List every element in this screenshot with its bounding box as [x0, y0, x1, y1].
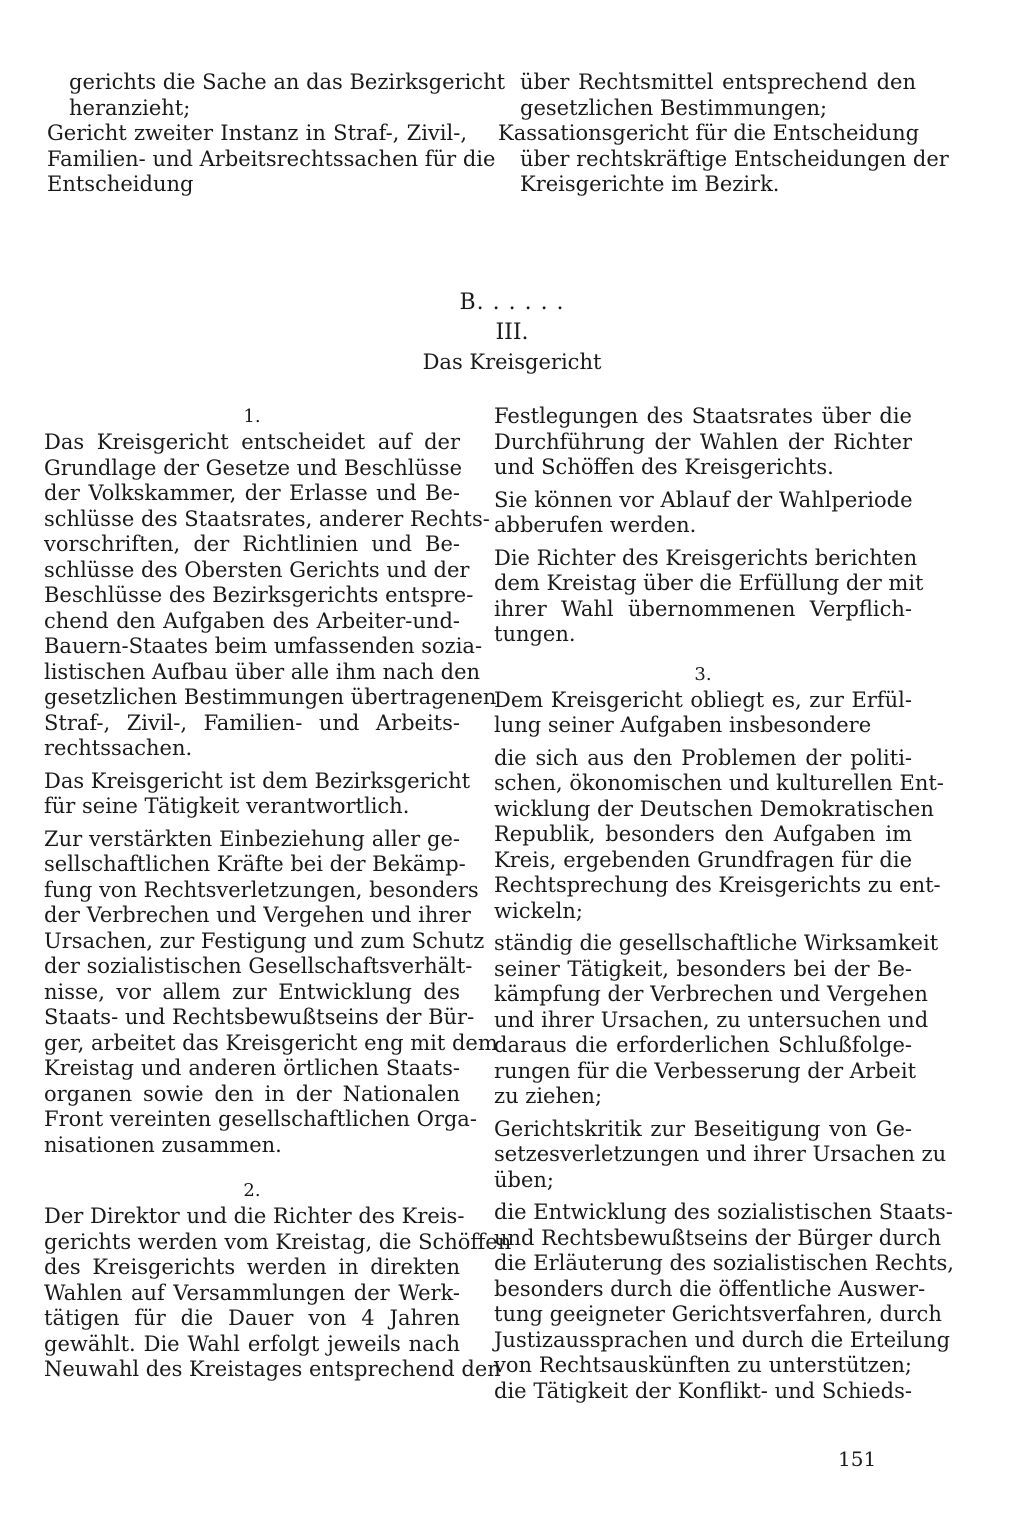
paragraph: [494, 1200, 954, 1404]
text-line: Grundlage der Gesetze und Beschlüsse: [44, 455, 463, 480]
text-line: Wahlen auf Versammlungen der Werk-: [44, 1280, 460, 1305]
text-line: nisse, vor allem zur Entwicklung des: [44, 979, 460, 1004]
text-line: Entscheidung: [47, 172, 194, 196]
text-line: gerichts werden vom Kreistag, die Schöffen: [44, 1229, 512, 1254]
top-right-column: [498, 70, 949, 198]
text-line: der Volkskammer, der Erlasse und Be-: [44, 481, 460, 505]
text-line: heranzieht;: [69, 95, 191, 120]
left-column: [44, 402, 512, 1383]
text-line: und ihrer Ursachen, zu untersuchen und: [494, 1007, 929, 1032]
text-line: Bauern-Staates beim umfassenden sozia-: [44, 634, 483, 658]
text-line: die Entwicklung des sozialistischen Staats-: [494, 1200, 953, 1224]
section-heading: III.: [495, 320, 529, 345]
paragraph: [44, 1204, 512, 1383]
text-line: gerichts die Sache an das Bezirksgericht: [69, 70, 506, 94]
text-line: Die Richter des Kreisgerichts berichten: [494, 545, 918, 570]
text-line: schlüsse des Staatsrates, anderer Rechts-: [44, 506, 490, 531]
text-line: lung seiner Aufgaben insbesondere: [494, 713, 872, 737]
text-line: Durchführung der Wahlen der Richter: [494, 429, 912, 454]
paragraph: [44, 826, 498, 1159]
page-number: 151: [838, 1447, 877, 1471]
text-line: tung geeigneter Gerichtsverfahren, durch: [494, 1302, 942, 1326]
text-line: Staats- und Rechtsbewußtseins der Bür-: [44, 1005, 475, 1029]
text-line: Familien- und Arbeitsrechtssachen für die: [47, 146, 496, 171]
text-line: wickeln;: [494, 898, 583, 923]
text-line: tätigen für die Dauer von 4 Jahren: [44, 1306, 460, 1330]
text-line: Kreisgerichte im Bezirk.: [520, 172, 780, 196]
text-line: Neuwahl des Kreistages entsprechend den: [44, 1357, 501, 1381]
text-line: tungen.: [494, 622, 576, 646]
paragraph: [494, 688, 912, 739]
text-line: von Rechtsauskünften zu unterstützen;: [494, 1353, 912, 1377]
paragraph: [494, 545, 924, 648]
paragraph: [44, 768, 471, 820]
text-line: listischen Aufbau über alle ihm nach den: [44, 659, 481, 684]
text-line: die Erläuterung des sozialistischen Rechts,: [494, 1251, 954, 1275]
top-left-column: [47, 70, 506, 198]
text-line: besonders durch die öffentliche Auswer-: [494, 1276, 926, 1301]
text-line: vorschriften, der Richtlinien und Be-: [44, 532, 460, 556]
text-line: Festlegungen des Staatsrates über die: [494, 404, 912, 428]
paragraph: [494, 931, 939, 1110]
text-line: der sozialistischen Gesellschaftsverhält-: [44, 954, 473, 978]
text-line: und Rechtsbewußtseins der Bürger durch: [494, 1225, 942, 1250]
text-line: ständig die gesellschaftliche Wirksamkeit: [494, 931, 939, 955]
text-line: chend den Aufgaben des Arbeiter-und-: [44, 608, 460, 633]
text-line: gesetzlichen Bestimmungen;: [520, 95, 828, 120]
text-line: Rechtsprechung des Kreisgerichts zu ent-: [494, 873, 941, 897]
text-line: der Verbrechen und Vergehen und ihrer: [44, 903, 471, 927]
text-line: Justizaussprachen und durch die Erteilung: [494, 1327, 951, 1352]
right-column: [494, 404, 954, 1404]
text-line: zu ziehen;: [494, 1084, 603, 1108]
text-line: Kassationsgericht für die Entscheidung: [498, 121, 920, 145]
part-heading: B. . . . . .: [459, 290, 565, 315]
paragraph: [494, 404, 912, 481]
text-line: abberufen werden.: [494, 513, 697, 537]
text-line: die Tätigkeit der Konflikt- und Schieds-: [494, 1378, 912, 1403]
text-line: Ursachen, zur Festigung und zum Schutz: [44, 928, 485, 953]
text-line: organen sowie den in der Nationalen: [44, 1081, 460, 1106]
text-line: des Kreisgerichts werden in direkten: [44, 1255, 460, 1279]
text-line: dem Kreistag über die Erfüllung der mit: [494, 571, 924, 595]
paragraph: [494, 488, 912, 539]
text-line: Gericht zweiter Instanz in Straf-, Zivil-,: [47, 121, 467, 145]
text-line: rungen für die Verbesserung der Arbeit: [494, 1058, 917, 1083]
text-line: und Schöffen des Kreisgerichts.: [494, 455, 834, 479]
text-line: Kreistag und anderen örtlichen Staats-: [44, 1056, 460, 1080]
text-line: Dem Kreisgericht obliegt es, zur Erfül-: [494, 687, 912, 712]
text-line: über rechtskräftige Entscheidungen der: [520, 146, 949, 171]
paragraph: [494, 745, 944, 925]
text-line: schen, ökonomischen und kulturellen Ent-: [494, 771, 944, 795]
text-line: Das Kreisgericht entscheidet auf der: [44, 430, 460, 454]
text-line: rechtssachen.: [44, 736, 193, 760]
paragraph: [494, 1116, 947, 1194]
text-line: wicklung der Deutschen Demokratischen: [494, 796, 934, 821]
text-line: Straf-, Zivil-, Familien- und Arbeits-: [44, 710, 460, 735]
paragraph: [44, 430, 497, 762]
text-line: Gerichtskritik zur Beseitigung von Ge-: [494, 1116, 912, 1141]
text-line: Republik, besonders den Aufgaben im: [494, 822, 912, 846]
text-line: die sich aus den Problemen der politi-: [494, 745, 912, 770]
text-line: daraus die erforderlichen Schlußfolge-: [494, 1033, 912, 1057]
text-line: ger, arbeitet das Kreisgericht eng mit dem: [44, 1030, 498, 1055]
text-line: Zur verstärkten Einbeziehung aller ge-: [44, 826, 460, 851]
text-line: fung von Rechtsverletzungen, besonders: [44, 877, 479, 902]
chapter-title: Das Kreisgericht: [422, 350, 602, 374]
section-number-1: 1.: [243, 406, 261, 427]
text-line: über Rechtsmittel entsprechend den: [520, 70, 916, 94]
text-line: schlüsse des Obersten Gerichts und der: [44, 557, 470, 582]
text-line: seiner Tätigkeit, besonders bei der Be-: [494, 956, 912, 981]
text-line: Der Direktor und die Richter des Kreis-: [44, 1204, 465, 1228]
text-line: nisationen zusammen.: [44, 1132, 282, 1157]
text-line: ihrer Wahl übernommenen Verpflich-: [494, 596, 912, 621]
section-number-3: 3.: [694, 663, 712, 685]
text-line: gewählt. Die Wahl erfolgt jeweils nach: [44, 1331, 460, 1356]
text-line: Das Kreisgericht ist dem Bezirksgericht: [44, 768, 471, 793]
text-line: kämpfung der Verbrechen und Vergehen: [494, 982, 928, 1006]
text-line: sellschaftlichen Kräfte bei der Bekämp-: [44, 852, 466, 876]
text-line: setzesverletzungen und ihrer Ursachen zu: [494, 1142, 947, 1166]
section-number-2: 2.: [243, 1180, 261, 1201]
text-line: für seine Tätigkeit verantwortlich.: [44, 794, 410, 818]
text-line: gesetzlichen Bestimmungen übertragenen: [44, 685, 497, 709]
text-line: Beschlüsse des Bezirksgerichts entspre-: [44, 583, 474, 607]
text-line: Front vereinten gesellschaftlichen Orga-: [44, 1107, 477, 1131]
text-line: Kreis, ergebenden Grundfragen für die: [494, 847, 912, 872]
text-line: üben;: [494, 1167, 554, 1192]
text-line: Sie können vor Ablauf der Wahlperiode: [494, 487, 913, 512]
